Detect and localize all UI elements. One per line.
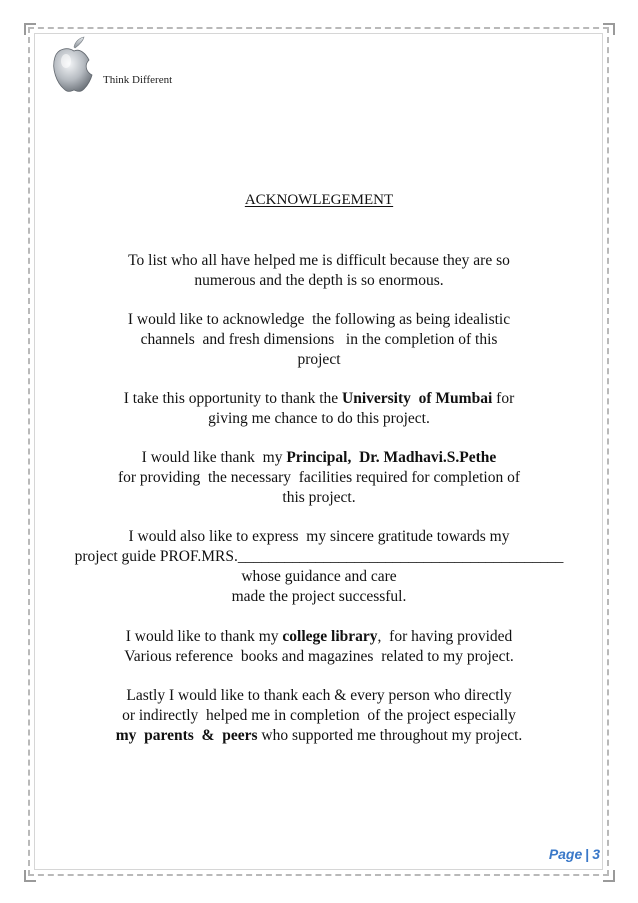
library-name: college library	[282, 628, 378, 645]
paragraph-library	[0, 627, 638, 667]
text-line: Lastly I would like to thank each & every person who directly	[126, 687, 512, 704]
tagline: Think Different	[103, 74, 173, 86]
text-line	[0, 389, 638, 409]
text-line: this project.	[282, 489, 356, 506]
principal-name: Principal, Dr. Madhavi.S.Pethe	[286, 449, 497, 466]
text-run: I would like thank my	[141, 449, 287, 466]
text-run: , for having provided	[377, 628, 513, 645]
page-title: ACKNOWLEGEMENT	[244, 192, 394, 208]
page-number: 3	[592, 846, 600, 862]
text-line	[0, 627, 638, 647]
text-line: I would like to acknowledge the following as being idealistic	[127, 311, 511, 328]
text-line: To list who all have helped me is difficult because they are so	[128, 252, 510, 269]
paragraph-acknowledge	[0, 310, 638, 370]
text-run: for	[492, 390, 515, 407]
text-line: for providing the necessary facilities required for completion of	[117, 469, 520, 486]
text-line: or indirectly helped me in completion of the project especially	[122, 707, 516, 724]
text-line: made the project successful.	[231, 588, 407, 605]
text-line: giving me chance to do this project.	[208, 410, 430, 427]
text-run: who supported me throughout my project.	[257, 727, 523, 744]
paragraph-principal	[0, 448, 638, 508]
page-label: Page	[548, 846, 583, 862]
text-line: project guide PROF.MRS.__________________________________________	[74, 548, 564, 565]
paragraph-intro	[0, 251, 638, 291]
text-line: channels and fresh dimensions in the completion of this	[140, 331, 498, 348]
paragraph-university	[0, 389, 638, 429]
apple-logo-icon	[46, 36, 102, 96]
border-corner-top-left	[24, 23, 36, 35]
paragraph-closing	[0, 686, 638, 746]
text-line: Various reference books and magazines related to my project.	[124, 648, 514, 665]
text-line: numerous and the depth is so enormous.	[194, 272, 444, 289]
border-corner-bottom-left	[24, 870, 36, 882]
text-line	[0, 448, 638, 468]
border-corner-bottom-right	[603, 870, 615, 882]
page-footer	[549, 846, 600, 862]
university-name: University of Mumbai	[342, 390, 493, 407]
border-corner-top-right	[603, 23, 615, 35]
page-separator: |	[585, 846, 590, 862]
text-run: I take this opportunity to thank the	[123, 390, 343, 407]
text-line: whose guidance and care	[241, 568, 397, 585]
text-run: I would like to thank my	[125, 628, 283, 645]
text-line: I would also like to express my sincere gratitude towards my	[128, 528, 510, 545]
paragraph-guide	[0, 527, 638, 607]
text-line	[0, 726, 638, 746]
text-line: project	[297, 351, 341, 368]
parents-peers: my parents & peers	[115, 727, 258, 744]
